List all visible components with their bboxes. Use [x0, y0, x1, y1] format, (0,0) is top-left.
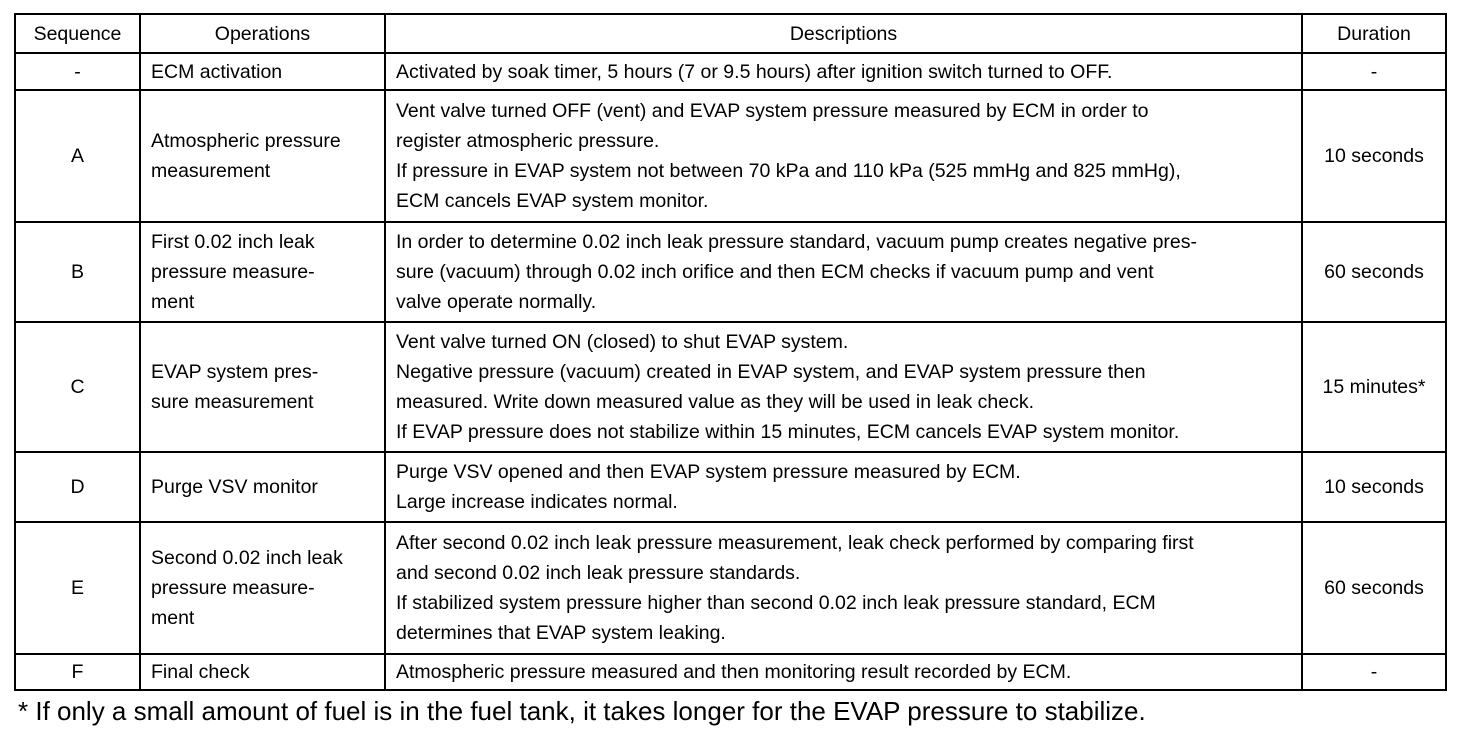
- description-cell: [385, 522, 1302, 654]
- duration-cell: -: [1302, 53, 1446, 90]
- evap-monitor-table: [14, 13, 1447, 691]
- duration-cell: -: [1302, 654, 1446, 690]
- description-cell: [385, 654, 1302, 690]
- operation-line: First 0.02 inch leak: [151, 231, 315, 253]
- description-cell: [385, 90, 1302, 222]
- operation-cell: [140, 452, 385, 522]
- operation-cell: [140, 53, 385, 90]
- description-line: In order to determine 0.02 inch leak pressure standard, vacuum pump creates negative pres-: [396, 231, 1198, 253]
- description-line: If EVAP pressure does not stabilize within 15 minutes, ECM cancels EVAP system monitor.: [396, 421, 1180, 443]
- duration-cell: 60 seconds: [1302, 222, 1446, 322]
- description-line: valve operate normally.: [396, 291, 597, 313]
- operation-line: Final check: [151, 661, 250, 683]
- description-cell: [385, 452, 1302, 522]
- operation-line: Second 0.02 inch leak: [151, 547, 343, 569]
- header-operations: Operations: [140, 14, 385, 53]
- operation-line: Purge VSV monitor: [151, 476, 318, 498]
- operation-line: ment: [151, 607, 195, 629]
- description-line: Atmospheric pressure measured and then monitoring result recorded by ECM.: [396, 661, 1072, 683]
- operation-line: ment: [151, 291, 195, 313]
- description-line: Purge VSV opened and then EVAP system pressure measured by ECM.: [396, 461, 1021, 483]
- table-row: [15, 222, 1446, 322]
- operation-line: pressure measure-: [151, 261, 315, 283]
- operation-cell: [140, 522, 385, 654]
- operation-line: EVAP system pres-: [151, 361, 319, 383]
- table-row: [15, 452, 1446, 522]
- description-line: After second 0.02 inch leak pressure measurement, leak check performed by comparing first: [396, 532, 1194, 554]
- sequence-cell: B: [15, 222, 140, 322]
- description-line: Activated by soak timer, 5 hours (7 or 9.5 hours) after ignition switch turned to OFF.: [396, 60, 1113, 83]
- description-line: register atmospheric pressure.: [396, 130, 660, 152]
- header-descriptions: Descriptions: [385, 14, 1302, 53]
- description-line: determines that EVAP system leaking.: [396, 622, 726, 644]
- operation-line: ECM activation: [151, 60, 283, 83]
- footnote: * If only a small amount of fuel is in the fuel tank, it takes longer for the EVAP pressure to stabilize.: [18, 696, 1146, 726]
- operation-line: sure measurement: [151, 391, 314, 413]
- sequence-cell: F: [15, 654, 140, 690]
- duration-cell: 15 minutes*: [1302, 322, 1446, 452]
- operation-cell: [140, 222, 385, 322]
- operation-cell: [140, 90, 385, 222]
- description-line: Large increase indicates normal.: [396, 491, 678, 513]
- table-row: [15, 53, 1446, 90]
- description-line: Negative pressure (vacuum) created in EVAP system, and EVAP system pressure then: [396, 361, 1146, 383]
- description-line: If stabilized system pressure higher than second 0.02 inch leak pressure standard, ECM: [396, 592, 1156, 614]
- table-row: [15, 522, 1446, 654]
- sequence-cell: -: [15, 53, 140, 90]
- description-line: sure (vacuum) through 0.02 inch orifice and then ECM checks if vacuum pump and vent: [396, 261, 1154, 283]
- description-line: If pressure in EVAP system not between 70 kPa and 110 kPa (525 mmHg and 825 mmHg),: [396, 160, 1181, 182]
- duration-cell: 10 seconds: [1302, 452, 1446, 522]
- sequence-cell: A: [15, 90, 140, 222]
- table-row: [15, 322, 1446, 452]
- operation-line: pressure measure-: [151, 577, 315, 599]
- operation-line: Atmospheric pressure: [151, 130, 341, 152]
- header-sequence: Sequence: [15, 14, 140, 53]
- description-cell: [385, 53, 1302, 90]
- description-line: ECM cancels EVAP system monitor.: [396, 190, 709, 212]
- duration-cell: 10 seconds: [1302, 90, 1446, 222]
- description-cell: [385, 322, 1302, 452]
- table-row: [15, 654, 1446, 690]
- header-duration: Duration: [1302, 14, 1446, 53]
- description-line: measured. Write down measured value as they will be used in leak check.: [396, 391, 1035, 413]
- sequence-cell: C: [15, 322, 140, 452]
- operation-line: measurement: [151, 160, 271, 182]
- operation-cell: [140, 654, 385, 690]
- sequence-cell: D: [15, 452, 140, 522]
- sequence-cell: E: [15, 522, 140, 654]
- table-row: [15, 90, 1446, 222]
- operation-cell: [140, 322, 385, 452]
- duration-cell: 60 seconds: [1302, 522, 1446, 654]
- description-line: and second 0.02 inch leak pressure standards.: [396, 562, 801, 584]
- description-line: Vent valve turned OFF (vent) and EVAP system pressure measured by ECM in order to: [396, 100, 1149, 122]
- description-cell: [385, 222, 1302, 322]
- table-header-row: [15, 14, 1446, 53]
- description-line: Vent valve turned ON (closed) to shut EVAP system.: [396, 331, 849, 353]
